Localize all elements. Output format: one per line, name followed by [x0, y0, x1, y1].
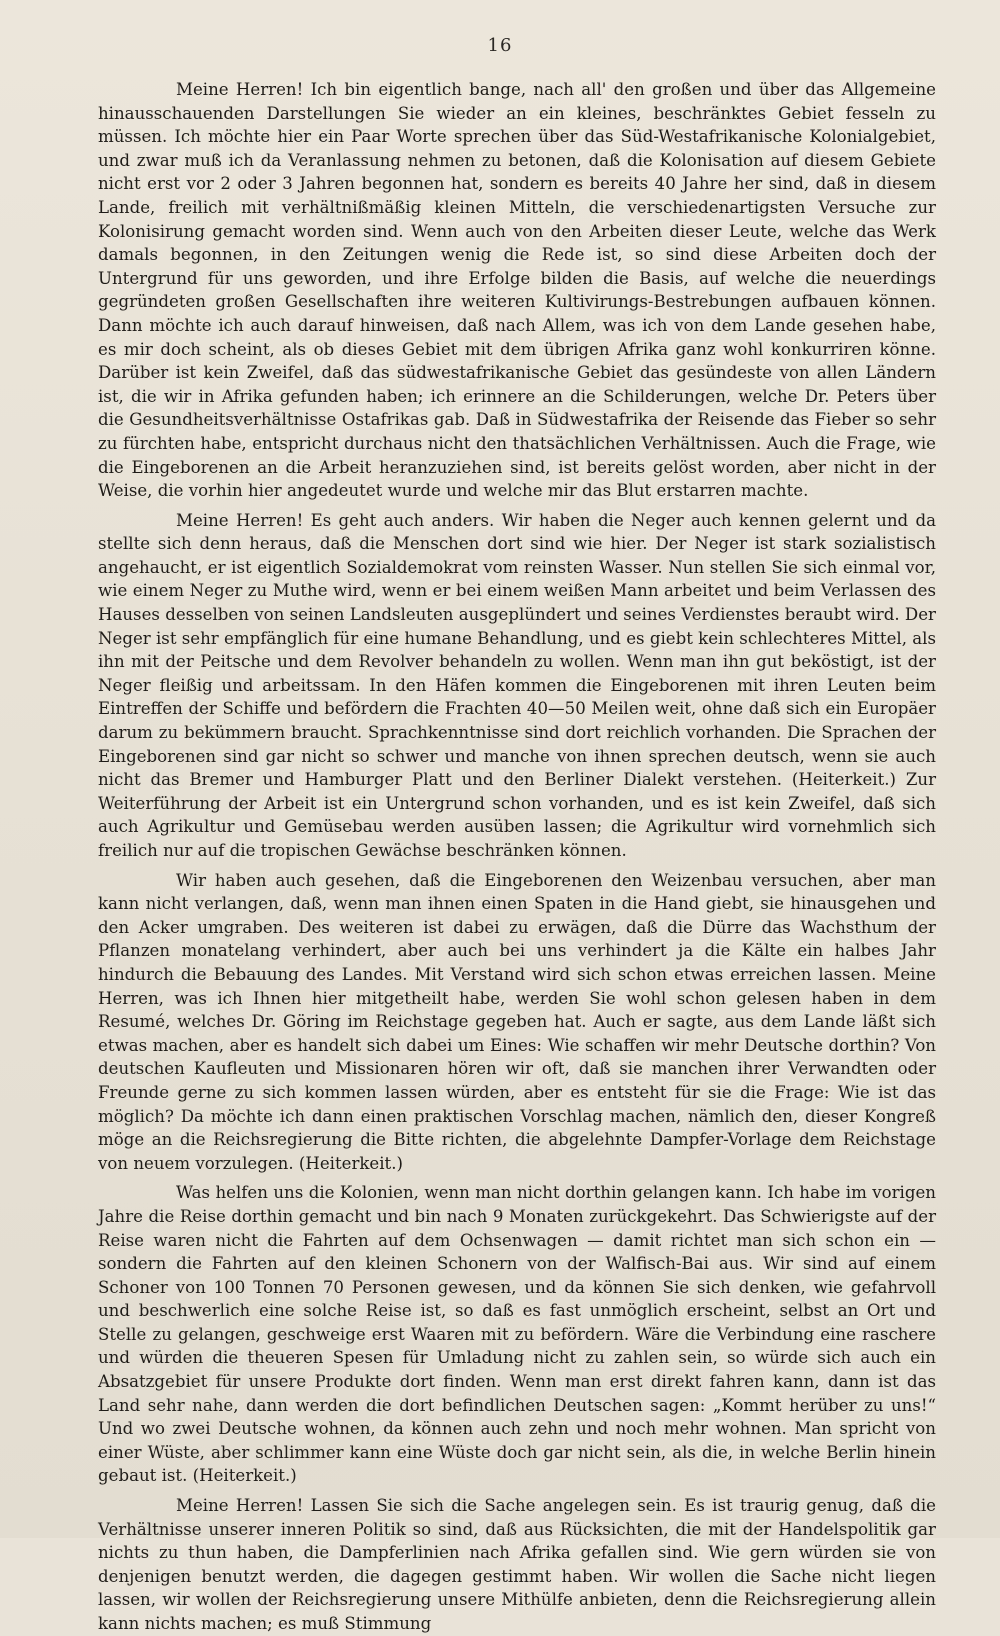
page-number: 16 — [487, 35, 513, 56]
paragraph-1: Meine Herren! Ich bin eigentlich bange, nach all' den großen und über das Allgemeine hinausschauenden Darstellungen Sie wieder an ein kleines, beschränktes Gebiet fesseln zu müssen. Ich möchte hier ein Paar Worte sprechen über das Süd-Westafrikanische Kolonialgebiet, und zwar muß ich da Veranlassung nehmen zu betonen, daß die Kolonisation auf diesem Gebiete nicht erst vor 2 oder 3 Jahren begonnen hat, sondern es bereits 40 Jahre her sind, daß in diesem Lande, freilich mit verhältnißmäßig kleinen Mitteln, die verschiedenartigsten Versuche zur Kolonisirung gemacht worden sind. Wenn auch von den Arbeiten dieser Leute, welche das Werk damals begonnen, in den Zeitungen wenig die Rede ist, so sind diese Arbeiten doch der Untergrund für uns geworden, und ihre Erfolge bilden die Basis, auf welche die neuerdings gegründeten großen Gesellschaften ihre weiteren Kultivirungs-Bestrebungen aufbauen können. Dann möchte ich auch darauf hinweisen, daß nach Allem, was ich von dem Lande gesehen habe, es mir doch scheint, als ob dieses Gebiet mit dem übrigen Afrika ganz wohl konkurriren könne. Darüber ist kein Zweifel, daß das südwestafrikanische Gebiet das gesündeste von allen Ländern ist, die wir in Afrika gefunden haben; ich erinnere an die Schilderungen, welche Dr. Peters über die Gesundheitsverhältnisse Ostafrikas gab. Daß in Südwestafrika der Reisende das Fieber so sehr zu fürchten habe, entspricht durchaus nicht den thatsächlichen Verhältnissen. Auch die Frage, wie die Eingeborenen an die Arbeit heranzuziehen sind, ist bereits gelöst worden, aber nicht in der Weise, die vorhin hier angedeutet wurde und welche mir das Blut erstarren machte. — [98, 80, 936, 501]
paragraph-4: Was helfen uns die Kolonien, wenn man nicht dorthin gelangen kann. Ich habe im vorigen Jahre die Reise dorthin gemacht und bin nach 9 Monaten zurückgekehrt. Das Schwierigste auf der Reise waren nicht die Fahrten auf dem Ochsenwagen — damit richtet man sich schon ein — sondern die Fahrten auf den kleinen Schonern von der Walfisch-Bai aus. Wir sind auf einem Schoner von 100 Tonnen 70 Personen gewesen, und da können Sie sich denken, wie gefahrvoll und beschwerlich eine solche Reise ist, so daß es fast unmöglich erscheint, selbst an Ort und Stelle zu gelangen, geschweige erst Waaren mit zu befördern. Wäre die Verbindung eine raschere und würden die theueren Spesen für Umladung nicht zu zahlen sein, so würde sich auch ein Absatzgebiet für unsere Produkte dort finden. Wenn man erst direkt fahren kann, dann ist das Land sehr nahe, dann werden die dort befindlichen Deutschen sagen: „Kommt herüber zu uns!“ Und wo zwei Deutsche wohnen, da können auch zehn und noch mehr wohnen. Man spricht von einer Wüste, aber schlimmer kann eine Wüste doch gar nicht sein, als die, in welche Berlin hinein gebaut ist. (Heiterkeit.) — [98, 1183, 936, 1486]
paragraph-3: Wir haben auch gesehen, daß die Eingeborenen den Weizenbau versuchen, aber man kann nicht verlangen, daß, wenn man ihnen einen Spaten in die Hand giebt, sie hinausgehen und den Acker umgraben. Des weiteren ist dabei zu erwägen, daß die Dürre das Wachsthum der Pflanzen monatelang verhindert, aber auch bei uns verhindert ja die Kälte ein halbes Jahr hindurch die Bebauung des Landes. Mit Verstand wird sich schon etwas erreichen lassen. Meine Herren, was ich Ihnen hier mitgetheilt habe, werden Sie wohl schon gelesen haben in dem Resumé, welches Dr. Göring im Reichstage gegeben hat. Auch er sagte, aus dem Lande läßt sich etwas machen, aber es handelt sich dabei um Eines: Wie schaffen wir mehr Deutsche dorthin? Von deutschen Kaufleuten und Missionaren hören wir oft, daß sie manchen ihrer Verwandten oder Freunde gerne zu sich kommen lassen würden, aber es entsteht für sie die Frage: Wie ist das möglich? Da möchte ich dann einen praktischen Vorschlag machen, nämlich den, dieser Kongreß möge an die Reichsregierung die Bitte richten, die abgelehnte Dampfer-Vorlage dem Reichstage von neuem vorzulegen. (Heiterkeit.) — [98, 870, 936, 1173]
paragraph-5: Meine Herren! Lassen Sie sich die Sache angelegen sein. Es ist traurig genug, daß die Verhältnisse unserer inneren Politik so sind, daß aus Rücksichten, die mit der Handelspolitik gar nichts zu thun haben, die Dampferlinien nach Afrika gefallen sind. Wie gern würden sie von denjenigen benutzt werden, die dagegen gestimmt haben. Wir wollen die Sache nicht liegen lassen, wir wollen der Reichsregierung unsere Mithülfe anbieten, denn die Reichsregierung allein kann nichts machen; es muß Stimmung — [98, 1496, 936, 1633]
paragraph-2: Meine Herren! Es geht auch anders. Wir haben die Neger auch kennen gelernt und da stellte sich denn heraus, daß die Menschen dort sind wie hier. Der Neger ist stark sozialistisch angehaucht, er ist eigentlich Sozialdemokrat vom reinsten Wasser. Nun stellen Sie sich einmal vor, wie einem Neger zu Muthe wird, wenn er bei einem weißen Mann arbeitet und beim Verlassen des Hauses desselben von seinen Landsleuten ausgeplündert und seines Verdienstes beraubt wird. Der Neger ist sehr empfänglich für eine humane Behandlung, und es giebt kein schlechteres Mittel, als ihn mit der Peitsche und dem Revolver behandeln zu wollen. Wenn man ihn gut beköstigt, ist der Neger fleißig und arbeitssam. In den Häfen kommen die Eingeborenen mit ihren Leuten beim Eintreffen der Schiffe und befördern die Frachten 40—50 Meilen weit, ohne daß sich ein Europäer darum zu bekümmern braucht. Sprachkenntnisse sind dort reichlich vorhanden. Die Sprachen der Eingeborenen sind gar nicht so schwer und manche von ihnen sprechen deutsch, wenn sie auch nicht das Bremer und Hamburger Platt und den Berliner Dialekt verstehen. (Heiterkeit.) Zur Weiterführung der Arbeit ist ein Untergrund schon vorhanden, und es ist kein Zweifel, daß sich auch Agrikultur und Gemüsebau werden ausüben lassen; die Agrikultur wird vornehmlich sich freilich nur auf die tropischen Gewächse beschränken können. — [98, 510, 936, 860]
body-text — [98, 78, 936, 1636]
